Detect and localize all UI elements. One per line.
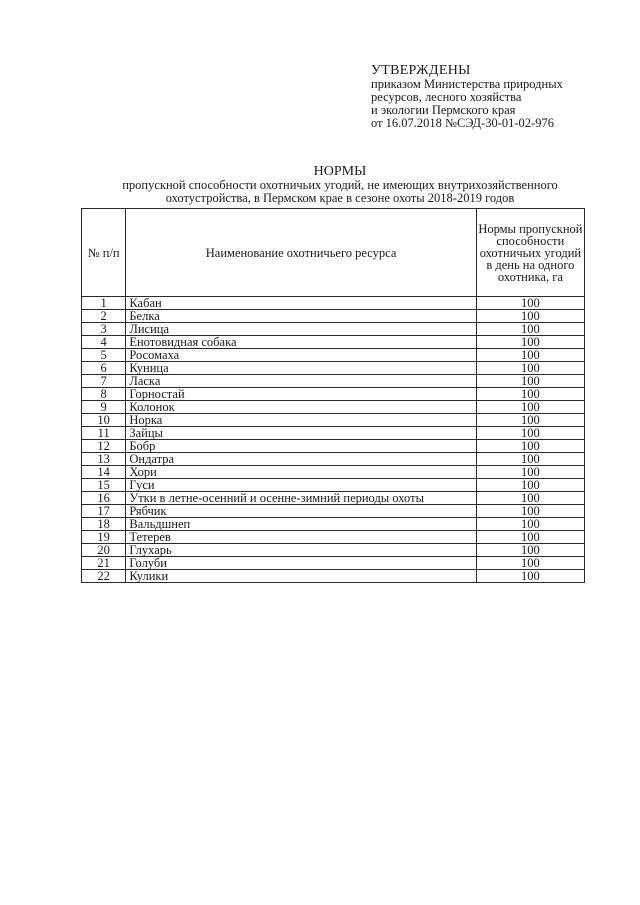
row-value: 100 — [476, 362, 584, 375]
row-value: 100 — [476, 479, 584, 492]
row-name: Зайцы — [126, 427, 476, 440]
row-num: 10 — [82, 414, 126, 427]
row-value: 100 — [476, 570, 584, 583]
table-row — [82, 310, 585, 323]
title-line-1: пропускной способности охотничьих угодий, не имеющих внутрихозяйственного — [122, 178, 558, 192]
approval-line: ресурсов, лесного хозяйства — [371, 90, 522, 104]
row-name: Ласка — [126, 375, 476, 388]
title-line-2: охотустройства, в Пермском крае в сезоне охоты 2018-2019 годов — [165, 191, 515, 205]
row-name: Норка — [126, 414, 476, 427]
row-value: 100 — [476, 518, 584, 531]
row-value: 100 — [476, 414, 584, 427]
header-norm: Нормы пропускной способности охотничьих угодий в день на одного охотника, га — [476, 209, 584, 297]
row-name: Утки в летне-осенний и осенне-зимний периоды охоты — [126, 492, 476, 505]
row-num: 5 — [82, 349, 126, 362]
table-row — [82, 505, 585, 518]
title-main: НОРМЫ — [313, 164, 367, 179]
row-name: Тетерев — [126, 531, 476, 544]
table-row — [82, 336, 585, 349]
row-num: 18 — [82, 518, 126, 531]
row-name: Росомаха — [126, 349, 476, 362]
row-value: 100 — [476, 453, 584, 466]
header-num: № п/п — [82, 209, 126, 297]
row-name: Белка — [126, 310, 476, 323]
row-value: 100 — [476, 492, 584, 505]
row-name: Колонок — [126, 401, 476, 414]
row-num: 6 — [82, 362, 126, 375]
approval-line: и экологии Пермского края — [371, 103, 516, 117]
row-num: 7 — [82, 375, 126, 388]
table-body — [82, 297, 585, 583]
row-value: 100 — [476, 375, 584, 388]
row-value: 100 — [476, 349, 584, 362]
approval-line: приказом Министерства природных — [371, 77, 563, 91]
table-row — [82, 427, 585, 440]
row-value: 100 — [476, 336, 584, 349]
row-name: Голуби — [126, 557, 476, 570]
row-num: 2 — [82, 310, 126, 323]
row-num: 19 — [82, 531, 126, 544]
row-name: Кулики — [126, 570, 476, 583]
row-num: 16 — [82, 492, 126, 505]
row-num: 21 — [82, 557, 126, 570]
table-row — [82, 479, 585, 492]
document-title — [60, 165, 620, 205]
row-value: 100 — [476, 297, 584, 310]
row-name: Рябчик — [126, 505, 476, 518]
table-row — [82, 414, 585, 427]
table-row — [82, 323, 585, 336]
table-row — [82, 401, 585, 414]
table-row — [82, 388, 585, 401]
row-value: 100 — [476, 531, 584, 544]
table-row — [82, 531, 585, 544]
row-name: Ондатра — [126, 453, 476, 466]
row-num: 20 — [82, 544, 126, 557]
row-name: Бобр — [126, 440, 476, 453]
row-name: Лисица — [126, 323, 476, 336]
row-name: Кабан — [126, 297, 476, 310]
table-row — [82, 518, 585, 531]
table-row — [82, 557, 585, 570]
table-row — [82, 466, 585, 479]
row-name: Гуси — [126, 479, 476, 492]
row-num: 13 — [82, 453, 126, 466]
row-name: Енотовидная собака — [126, 336, 476, 349]
table-row — [82, 570, 585, 583]
row-value: 100 — [476, 544, 584, 557]
row-num: 4 — [82, 336, 126, 349]
approval-block — [371, 64, 621, 130]
row-name: Хори — [126, 466, 476, 479]
table-row — [82, 544, 585, 557]
row-name: Куница — [126, 362, 476, 375]
row-value: 100 — [476, 310, 584, 323]
approval-line: от 16.07.2018 №СЭД-30-01-02-976 — [371, 116, 554, 130]
row-num: 9 — [82, 401, 126, 414]
row-num: 14 — [82, 466, 126, 479]
row-num: 3 — [82, 323, 126, 336]
row-value: 100 — [476, 323, 584, 336]
row-value: 100 — [476, 388, 584, 401]
row-value: 100 — [476, 505, 584, 518]
row-num: 11 — [82, 427, 126, 440]
row-num: 12 — [82, 440, 126, 453]
table-row — [82, 440, 585, 453]
table-row — [82, 492, 585, 505]
table-row — [82, 349, 585, 362]
table-row — [82, 297, 585, 310]
row-num: 8 — [82, 388, 126, 401]
row-num: 15 — [82, 479, 126, 492]
row-value: 100 — [476, 427, 584, 440]
header-name: Наименование охотничьего ресурса — [126, 209, 476, 297]
table-row — [82, 375, 585, 388]
row-name: Вальдшнеп — [126, 518, 476, 531]
row-value: 100 — [476, 557, 584, 570]
norms-table — [81, 208, 585, 583]
row-value: 100 — [476, 466, 584, 479]
row-value: 100 — [476, 401, 584, 414]
table-header-row — [82, 209, 585, 297]
table-row — [82, 362, 585, 375]
row-name: Горностай — [126, 388, 476, 401]
row-value: 100 — [476, 440, 584, 453]
table-row — [82, 453, 585, 466]
row-num: 22 — [82, 570, 126, 583]
row-num: 17 — [82, 505, 126, 518]
row-num: 1 — [82, 297, 126, 310]
row-name: Глухарь — [126, 544, 476, 557]
approval-heading: УТВЕРЖДЕНЫ — [371, 63, 471, 78]
